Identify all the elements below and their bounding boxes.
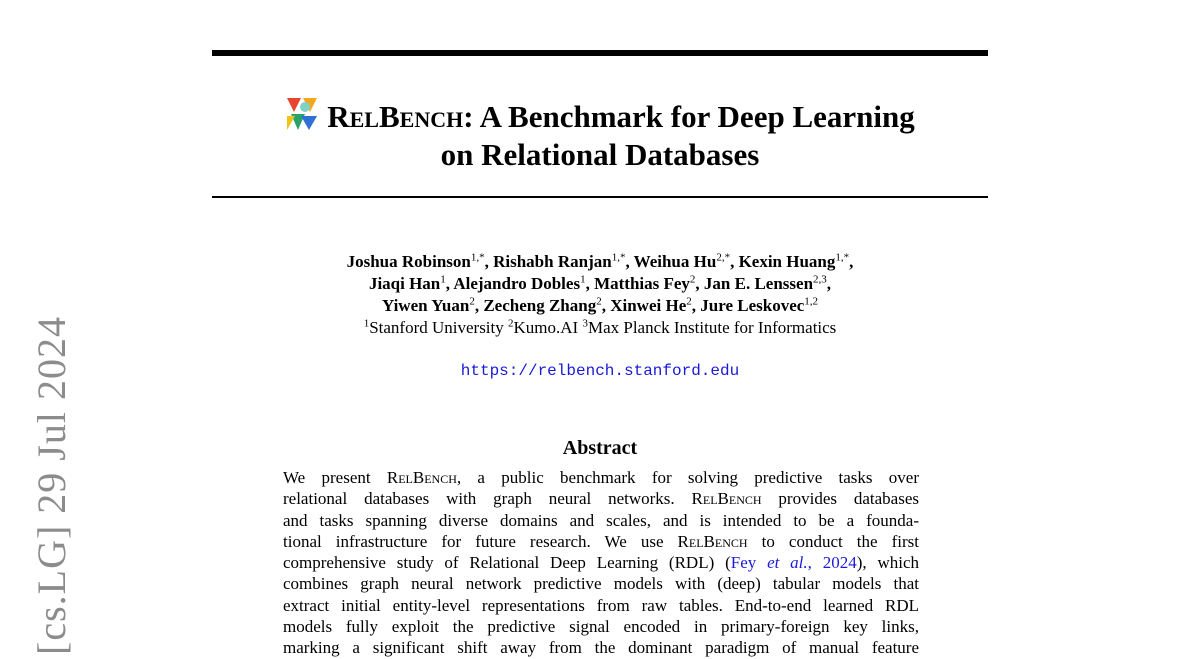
author-name: Weihua Hu bbox=[633, 252, 717, 271]
abstract-line: marking a significant shift away from the dominant paradigm of manual feature bbox=[283, 638, 919, 658]
affiliation-number: 3 bbox=[582, 317, 588, 330]
paper-title bbox=[212, 96, 988, 174]
author-name: Matthias Fey bbox=[594, 274, 690, 293]
author-affiliation-marker: 2 bbox=[596, 295, 602, 308]
title-benchmark-name: RelBench bbox=[327, 99, 464, 134]
affiliation-line bbox=[212, 317, 988, 339]
author-name: Xinwei He bbox=[610, 296, 687, 315]
project-url-link[interactable]: https://relbench.stanford.edu bbox=[460, 362, 740, 380]
abstract-line: and tasks spanning diverse domains and scales, and is intended to be a founda- bbox=[283, 510, 919, 530]
author-name: Kexin Huang bbox=[738, 252, 836, 271]
abstract-line: combines graph neural network predictive models with (deep) tabular models that bbox=[283, 574, 919, 594]
author-block bbox=[212, 251, 988, 339]
title-bottom-rule bbox=[212, 196, 988, 198]
benchmark-name: RelBench bbox=[677, 531, 748, 551]
title-top-rule bbox=[212, 50, 988, 56]
author-name: Joshua Robinson bbox=[346, 252, 471, 271]
abstract-line: We present RelBench, a public benchmark for solving predictive tasks over bbox=[283, 468, 919, 487]
author-affiliation-marker: 2 bbox=[686, 295, 692, 308]
abstract-heading: Abstract bbox=[562, 437, 638, 459]
affiliation-name: Max Planck Institute for Informatics bbox=[587, 318, 837, 337]
author-affiliation-marker: 1,* bbox=[470, 251, 485, 264]
author-name: Zecheng Zhang bbox=[483, 296, 597, 315]
title-line-1-rest: : A Benchmark for Deep Learning bbox=[463, 99, 915, 134]
abstract-line: models fully exploit the predictive signal encoded in primary-foreign key links, bbox=[283, 617, 919, 637]
abstract-line: comprehensive study of Relational Deep Learning (RDL) (Fey et al., 2024), which bbox=[283, 553, 920, 573]
author-affiliation-marker: 1,* bbox=[611, 251, 626, 264]
affiliation-name: Stanford University bbox=[369, 318, 509, 337]
affiliation-name: Kumo.AI bbox=[513, 318, 583, 337]
abstract-body bbox=[283, 467, 919, 659]
author-affiliation-marker: 1,2 bbox=[804, 295, 819, 308]
abstract-line: extract initial entity-level representations from raw tables. End-to-end learned RDL bbox=[283, 595, 919, 615]
author-name: Yiwen Yuan bbox=[381, 296, 470, 315]
affiliation-number: 2 bbox=[508, 317, 514, 330]
author-affiliation-marker: 1 bbox=[580, 273, 586, 286]
author-affiliation-marker: 2,3 bbox=[813, 273, 827, 286]
author-affiliation-marker: 2,* bbox=[716, 251, 731, 264]
author-affiliation-marker: 1,* bbox=[835, 251, 850, 264]
citation-link[interactable]: Fey et al., 2024 bbox=[730, 553, 857, 573]
benchmark-name: RelBench bbox=[386, 468, 457, 487]
benchmark-name: RelBench bbox=[691, 489, 762, 509]
author-line-3: Yiwen Yuan$^2$, Zecheng Zhang$^2$, Xinwei He$^2$, Jure Leskovec$^{1,2}$ bbox=[381, 295, 819, 315]
author-name: Jan E. Lenssen bbox=[703, 274, 814, 293]
affiliation-number: 1 bbox=[363, 317, 370, 330]
abstract-line: relational databases with graph neural networks. RelBench provides databases bbox=[283, 489, 919, 509]
relbench-logo-icon bbox=[285, 96, 319, 132]
title-line-1 bbox=[212, 96, 988, 136]
author-line-2: Jiaqi Han$^1$, Alejandro Dobles$^1$, Matthias Fey$^2$, Jan E. Lenssen$^{2,3}$, bbox=[368, 273, 832, 293]
arxiv-side-stamp: [cs.LG] 29 Jul 2024 bbox=[29, 316, 74, 655]
author-affiliation-marker: 2 bbox=[469, 295, 475, 308]
author-affiliation-marker: 2 bbox=[689, 273, 696, 286]
author-name: Alejandro Dobles bbox=[453, 274, 581, 293]
abstract-line: tional infrastructure for future research. We use RelBench to conduct the first bbox=[283, 531, 919, 551]
author-name: Rishabh Ranjan bbox=[493, 252, 612, 271]
title-line-2: on Relational Databases bbox=[440, 137, 760, 172]
author-name: Jiaqi Han bbox=[368, 274, 441, 293]
author-line-1: Joshua Robinson$^{1,*}$, Rishabh Ranjan$^{1,*}$, Weihua $Hu^{2,*}$, Kexin Huang$^{1,*}$, bbox=[346, 251, 854, 271]
author-affiliation-marker: 1 bbox=[440, 273, 446, 286]
author-name: Jure Leskovec bbox=[700, 296, 805, 315]
